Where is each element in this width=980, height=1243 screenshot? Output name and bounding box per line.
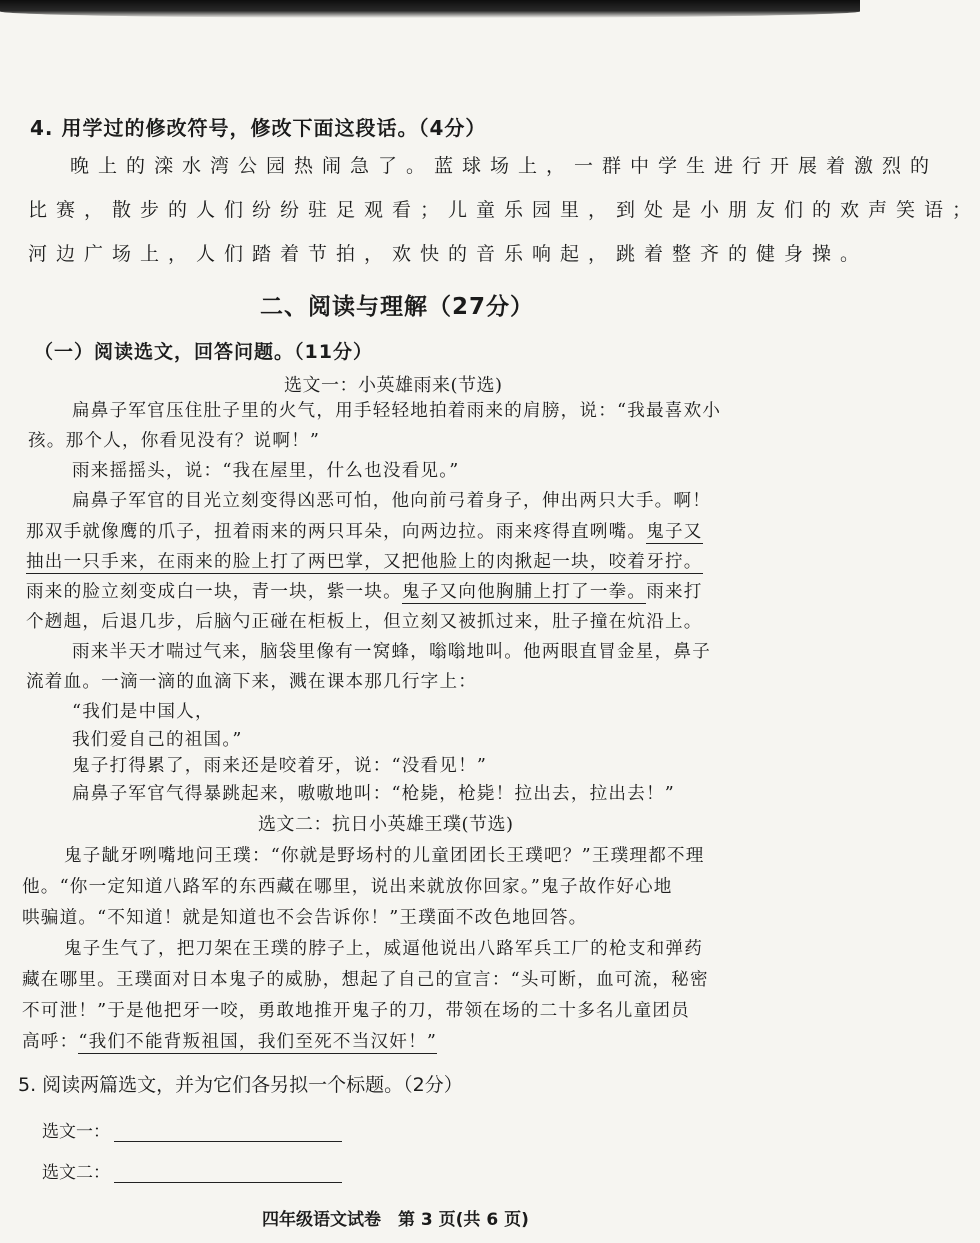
page-footer: 四年级语文试卷 第 3 页(共 6 页)	[262, 1210, 529, 1230]
passage1-line: 雨来半天才喘过气来，脑袋里像有一窝蜂，嗡嗡地叫。他两眼直冒金星，鼻子	[72, 642, 711, 662]
passage1-line: 扁鼻子军官气得暴跳起来，嗷嗷地叫：“枪毙，枪毙！拉出去，拉出去！”	[72, 784, 675, 804]
passage1-line: 我们爱自己的祖国。”	[72, 730, 243, 750]
passage2-line: 藏在哪里。王璞面对日本鬼子的威胁，想起了自己的宣言：“头可断，血可流，秘密	[22, 970, 709, 990]
passage1-line: 鬼子打得累了，雨来还是咬着牙，说：“没看见！”	[72, 756, 488, 776]
underlined-sentence: 抽出一只手来，在雨来的脸上打了两巴掌，又把他脸上的肉揪起一块，咬着牙拧。	[26, 552, 703, 572]
text-segment: 那双手就像鹰的爪子，扭着雨来的两只耳朵，向两边拉。雨来疼得直咧嘴。	[26, 522, 647, 542]
passage2-line	[22, 1028, 437, 1053]
q4-line-3: 河边广场上，人们踏着节拍，欢快的音乐响起，跳着整齐的健身操。	[28, 243, 869, 265]
passage1-line: 雨来摇摇头，说：“我在屋里，什么也没看见。”	[72, 461, 460, 481]
answer-blank[interactable]	[114, 1123, 342, 1142]
underlined-sentence: “我们不能背叛祖国，我们至死不当汉奸！”	[78, 1032, 438, 1052]
passage1-line: 孩。那个人，你看见没有？说啊！”	[28, 431, 321, 451]
q4-title: 4. 用学过的修改符号，修改下面这段话。（4分）	[30, 116, 487, 140]
answer-label: 选文一：	[42, 1122, 110, 1142]
passage1-title: 选文一：小英雄雨来(节选)	[284, 375, 503, 396]
q4-line-2: 比赛，散步的人们纷纷驻足观看；儿童乐园里，到处是小朋友们的欢声笑语；	[28, 199, 980, 221]
scan-top-edge	[0, 0, 860, 18]
passage1-line: 扁鼻子军官压住肚子里的火气，用手轻轻地拍着雨来的肩膀，说：“我最喜欢小	[72, 401, 722, 421]
passage1-line: 个趔趄，后退几步，后脑勺正碰在柜板上，但立刻又被抓过来，肚子撞在炕沿上。	[26, 612, 703, 632]
underlined-sentence: 鬼子又向他胸脯上打了一拳。	[401, 582, 647, 602]
q4-line-1: 晚上的滦水湾公园热闹急了。蓝球场上，一群中学生进行开展着激烈的	[70, 155, 939, 177]
q5-answer-row-2	[42, 1158, 342, 1183]
text-segment: 高呼：	[22, 1032, 79, 1052]
passage2-title: 选文二：抗日小英雄王璞(节选)	[258, 814, 514, 835]
passage2-line: 他。“你一定知道八路军的东西藏在哪里，说出来就放你回家。”鬼子故作好心地	[22, 877, 673, 897]
part1-title: （一）阅读选文，回答问题。（11分）	[34, 341, 373, 363]
passage2-line: 鬼子龇牙咧嘴地问王璞：“你就是野场村的儿童团团长王璞吧？”王璞理都不理	[64, 846, 705, 866]
section-title: 二、阅读与理解（27分）	[260, 294, 535, 320]
answer-blank[interactable]	[114, 1164, 342, 1183]
answer-label: 选文二：	[42, 1163, 110, 1183]
q5-title: 5. 阅读两篇选文，并为它们各另拟一个标题。（2分）	[18, 1074, 463, 1096]
passage1-line: 流着血。一滴一滴的血滴下来，溅在课本那几行字上：	[26, 672, 478, 692]
passage1-line	[26, 548, 703, 573]
passage2-line: 鬼子生气了，把刀架在王璞的脖子上，威逼他说出八路军兵工厂的枪支和弹药	[64, 939, 703, 959]
text-segment: 雨来的脸立刻变成白一块，青一块，紫一块。	[26, 582, 402, 602]
passage2-line: 不可泄！”于是他把牙一咬，勇敢地推开鬼子的刀，带领在场的二十多名儿童团员	[22, 1001, 690, 1021]
underlined-sentence: 鬼子又	[646, 522, 703, 542]
passage1-line: 扁鼻子军官的目光立刻变得凶恶可怕，他向前弓着身子，伸出两只大手。啊！	[72, 491, 711, 511]
passage1-line	[26, 578, 703, 603]
passage2-line: 哄骗道。“不知道！就是知道也不会告诉你！”王璞面不改色地回答。	[22, 908, 588, 928]
text-segment: 雨来打	[646, 582, 703, 602]
passage1-line	[26, 518, 703, 543]
q5-answer-row-1	[42, 1117, 342, 1142]
passage1-line: “我们是中国人，	[72, 702, 214, 722]
